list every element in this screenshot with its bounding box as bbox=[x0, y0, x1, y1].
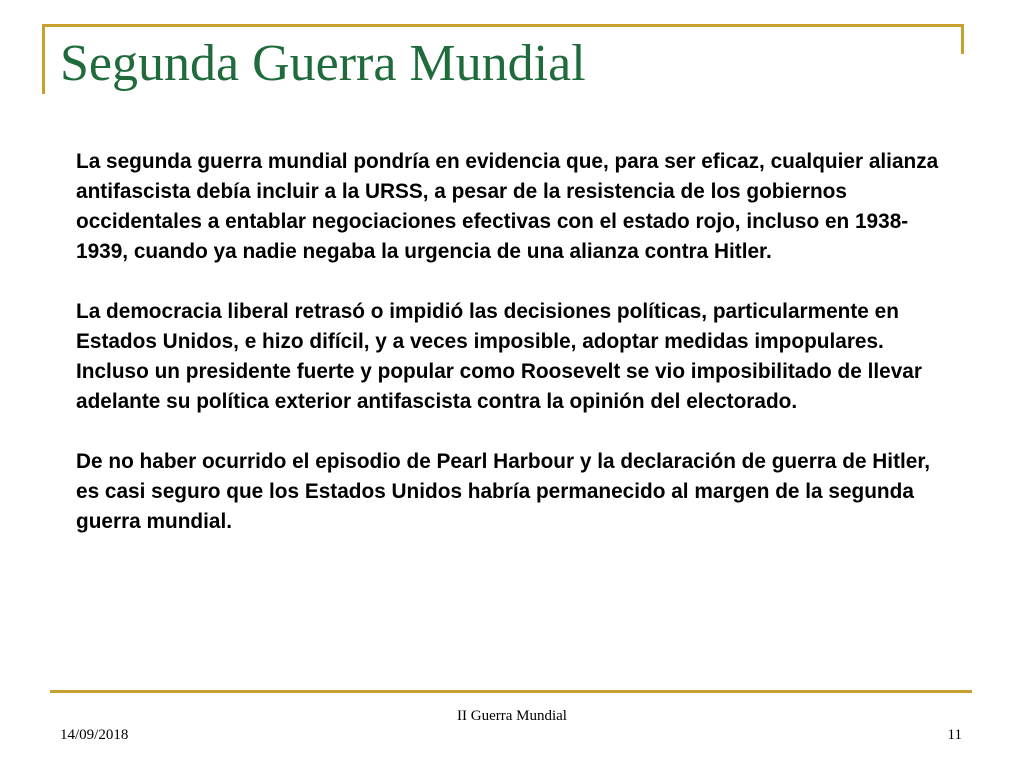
slide-body bbox=[76, 147, 956, 537]
slide-title: Segunda Guerra Mundial bbox=[60, 35, 586, 92]
top-border-line bbox=[42, 24, 964, 27]
body-paragraph-2: La democracia liberal retrasó o impidió las decisiones políticas, particularmente en Estados Unidos, e hizo difícil, y a veces imposible, adoptar medidas impopulares. Incluso un presidente fuerte y popular como Roosevelt se vio imposibilitado de llevar adelante su política exterior antifascista contra la opinión del electorado. bbox=[76, 300, 922, 413]
footer-title: II Guerra Mundial bbox=[457, 708, 567, 724]
footer-divider-line bbox=[50, 690, 972, 693]
page-number: 11 bbox=[947, 727, 962, 743]
body-paragraph-3: De no haber ocurrido el episodio de Pearl Harbour y la declaración de guerra de Hitler, es casi seguro que los Estados Unidos habría permanecido al margen de la segunda guerra mundial. bbox=[76, 450, 931, 533]
right-border-line bbox=[961, 24, 964, 54]
footer-date: 14/09/2018 bbox=[60, 727, 129, 743]
left-border-line bbox=[42, 24, 45, 94]
body-paragraph-1: La segunda guerra mundial pondría en evidencia que, para ser eficaz, cualquier alianza antifascista debía incluir a la URSS, a pesar de la resistencia de los gobiernos occidentales a entablar negociaciones efectivas con el estado rojo, incluso en 1938-1939, cuando ya nadie negaba la urgencia de una alianza contra Hitler. bbox=[76, 150, 939, 263]
